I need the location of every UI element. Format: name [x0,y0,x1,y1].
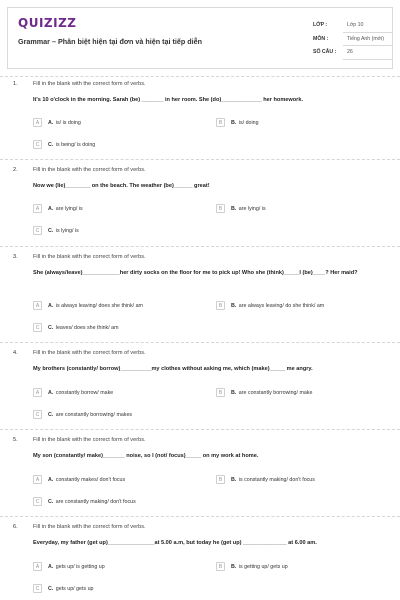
question-stem: She (always/leave)____________her dirty socks on the floor for me to pick up! Who she (think)_____I (be)____? Her maid? [33,270,358,276]
option-letter: B. [231,476,237,483]
option-box: A [33,475,42,484]
meta-subject-value: Tiếng Anh (mới) [347,35,384,42]
option-text: is/ is doing [55,119,81,126]
option-box: C [33,584,42,593]
option-text: gets up/ is getting up [55,563,105,570]
option-text: is being/ is doing [55,141,96,148]
option-text: is/ doing [238,119,259,126]
meta-count-value: 26 [347,49,353,55]
option-letter: B. [231,563,237,570]
question-instruction: Fill in the blank with the correct form of verbs. [33,81,146,87]
option-letter: A. [48,302,54,309]
option-letter: C. [48,411,54,418]
option-letter: B. [231,389,237,396]
option-box: B [216,388,225,397]
option-text: is getting up/ gets up [238,563,288,570]
question-number: 3. [13,254,18,260]
question-stem: My son (constantly/ make)_______ noise, so I (not/ focus)_____ on my work at home. [33,453,259,459]
option-box: B [216,204,225,213]
worksheet-title: Grammar – Phân biệt hiện tại đơn và hiện tại tiếp diễn [18,37,203,46]
option-letter: A. [48,119,54,126]
question-separator [0,159,400,160]
meta-class-label: LỚP : [313,22,328,28]
question-number: 2. [13,167,18,173]
option-box: A [33,388,42,397]
question-separator [0,246,400,247]
meta-count [307,46,392,60]
question-number: 1. [13,81,18,87]
option-text: constantly borrow/ make [55,389,114,396]
option-text: constantly makes/ don't focus [55,476,126,483]
meta-count-label: SỐ CÂU : [313,49,337,55]
option-text: gets up/ gets up [55,585,94,592]
option-box: C [33,226,42,235]
question-instruction: Fill in the blank with the correct form of verbs. [33,437,146,443]
question-number: 6. [13,524,18,530]
option-text: are lying/ is [238,205,266,212]
question-stem: It's 10 o'clock in the morning. Sarah (be) _______ in her room. She (do)_____________ her homework. [33,97,304,103]
option-box: A [33,301,42,310]
question-number: 4. [13,350,18,356]
option-box: A [33,562,42,571]
worksheet-meta [307,19,392,60]
option-box: C [33,140,42,149]
option-letter: A. [48,563,54,570]
option-letter: B. [231,205,237,212]
option-text: are constantly borrowing/ make [238,389,313,396]
option-box: B [216,301,225,310]
option-box: C [33,410,42,419]
option-text: leaves/ does she think/ am [55,324,119,331]
option-text: is always leaving/ does she think/ am [55,302,143,309]
question-instruction: Fill in the blank with the correct form of verbs. [33,167,146,173]
option-text: are constantly borrowing/ makes [55,411,133,418]
question-separator [0,342,400,343]
question-separator [0,429,400,430]
question-stem: Everyday, my father (get up)_______________at 5.00 a.m, but today he (get up) ______________ at 6.00 am. [33,540,317,546]
question-instruction: Fill in the blank with the correct form of verbs. [33,524,146,530]
meta-subject-label: MÔN : [313,35,329,42]
option-letter: C. [48,141,54,148]
option-text: is constantly making/ don't focus [238,476,315,483]
option-text: is lying/ is [55,227,79,234]
quizizz-logo: QUIZIZZ [18,16,77,30]
meta-class-value: Lớp 10 [347,22,364,28]
meta-subject [307,33,392,47]
question-instruction: Fill in the blank with the correct form of verbs. [33,254,146,260]
option-box: B [216,475,225,484]
option-text: are constantly making/ don't focus [55,498,136,505]
question-stem: My brothers (constantly/ borrow)__________my clothes without asking me, which (make)_____ me angry. [33,366,313,372]
option-letter: B. [231,119,237,126]
option-text: are lying/ is [55,205,83,212]
option-box: A [33,204,42,213]
option-box: C [33,323,42,332]
question-separator [0,76,400,77]
option-box: B [216,118,225,127]
option-box: A [33,118,42,127]
worksheet-header [7,7,393,69]
meta-divider [343,59,392,60]
option-letter: C. [48,498,54,505]
option-letter: B. [231,302,237,309]
option-letter: C. [48,227,54,234]
option-letter: C. [48,324,54,331]
question-separator [0,516,400,517]
option-letter: C. [48,585,54,592]
question-number: 5. [13,437,18,443]
option-text: are always leaving/ do she think/ am [238,302,325,309]
question-stem: Now we (lie)________ on the beach. The weather (be)______ great! [33,183,210,189]
option-letter: A. [48,205,54,212]
option-box: B [216,562,225,571]
option-letter: A. [48,476,54,483]
option-box: C [33,497,42,506]
question-instruction: Fill in the blank with the correct form of verbs. [33,350,146,356]
meta-class [307,19,392,33]
option-letter: A. [48,389,54,396]
